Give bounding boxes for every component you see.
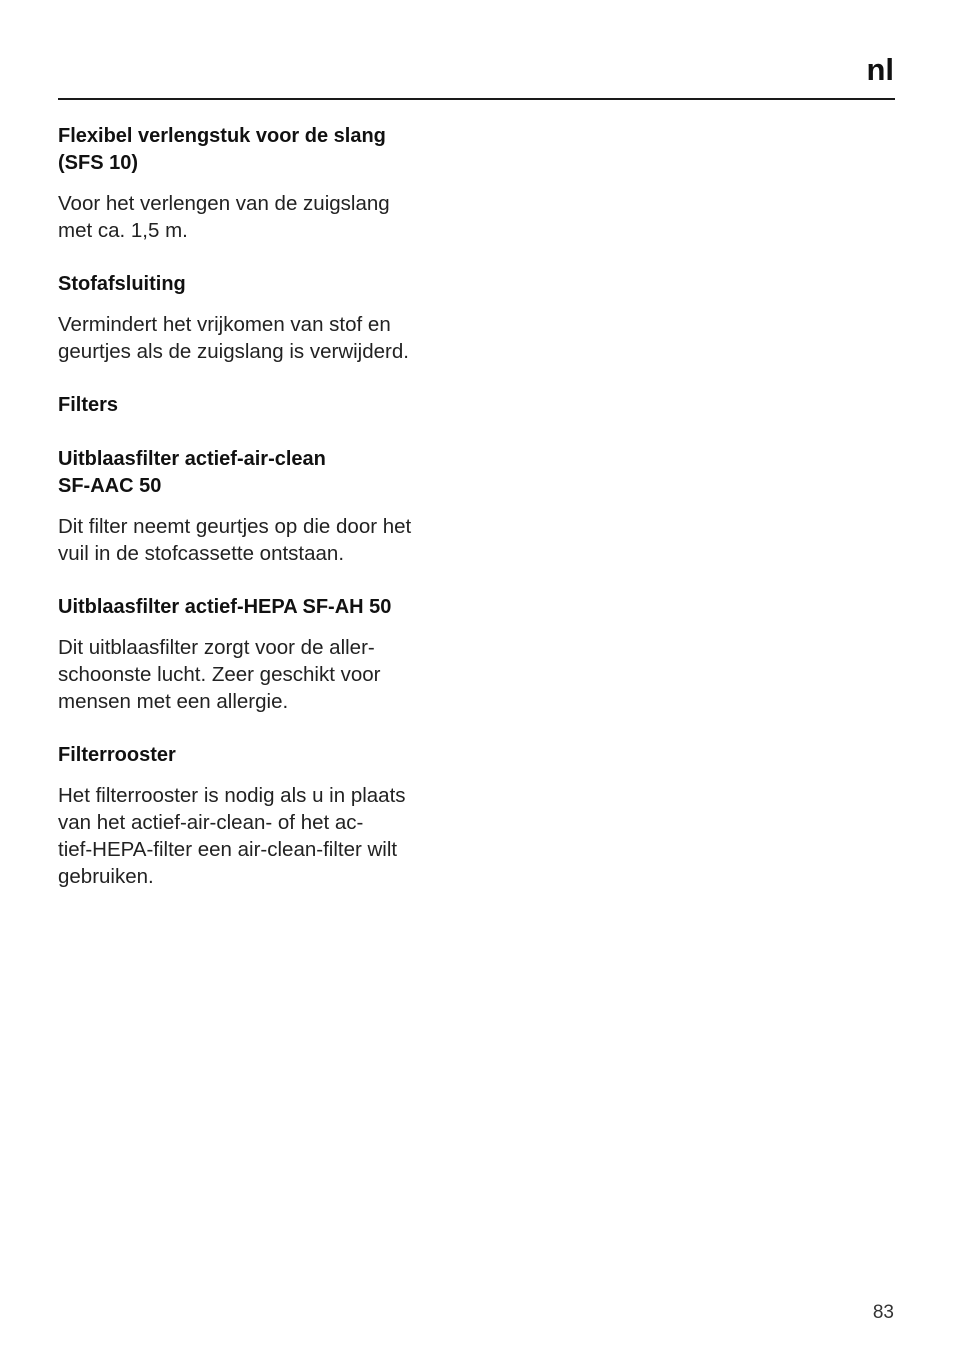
section-air-clean-filter <box>58 446 478 594</box>
heading-line: SF-AAC 50 <box>58 475 162 497</box>
page-number: 83 <box>872 1302 894 1323</box>
body-line: schoonste lucht. Zeer geschikt voor <box>58 663 381 686</box>
body-line: met ca. 1,5 m. <box>58 219 188 242</box>
section-heading <box>58 446 478 500</box>
heading-line: Uitblaasfilter actief-HEPA SF-AH 50 <box>58 596 392 618</box>
body-line: Dit uitblaasfilter zorgt voor de aller- <box>58 636 375 659</box>
body-line: tief-HEPA-filter een air-clean-filter wilt <box>58 838 398 861</box>
section-dust-seal <box>58 271 478 392</box>
body-line: van het actief-air-clean- of het ac- <box>58 811 364 834</box>
section-body <box>58 190 478 244</box>
section-body <box>58 634 478 715</box>
heading-line: (SFS 10) <box>58 152 139 174</box>
body-line: gebruiken. <box>58 865 154 888</box>
section-heading <box>58 594 478 621</box>
content-column <box>58 123 478 890</box>
section-filters <box>58 392 478 446</box>
body-line: Voor het verlengen van de zuigslang <box>58 192 390 215</box>
body-line: vuil in de stofcassette ontstaan. <box>58 542 345 565</box>
body-line: Dit filter neemt geurtjes op die door het <box>58 515 412 538</box>
section-heading <box>58 742 478 769</box>
section-body <box>58 311 478 365</box>
section-body <box>58 782 478 890</box>
heading-line: Filterrooster <box>58 744 176 766</box>
section-heading <box>58 392 478 419</box>
section-body <box>58 513 478 567</box>
body-line: mensen met een allergie. <box>58 690 289 713</box>
heading-line: Stofafsluiting <box>58 273 186 295</box>
section-filter-grille <box>58 742 478 890</box>
section-hose-extension <box>58 123 478 271</box>
section-heading <box>58 271 478 298</box>
section-hepa-filter <box>58 594 478 742</box>
language-code: nl <box>866 52 894 87</box>
body-line: Vermindert het vrijkomen van stof en <box>58 313 391 336</box>
header-divider <box>58 98 895 100</box>
section-heading <box>58 123 478 177</box>
heading-line: Flexibel verlengstuk voor de slang <box>58 125 386 147</box>
body-line: geurtjes als de zuigslang is verwijderd. <box>58 340 409 363</box>
body-line: Het filterrooster is nodig als u in plaats <box>58 784 406 807</box>
heading-line: Filters <box>58 394 119 416</box>
heading-line: Uitblaasfilter actief-air-clean <box>58 448 326 470</box>
